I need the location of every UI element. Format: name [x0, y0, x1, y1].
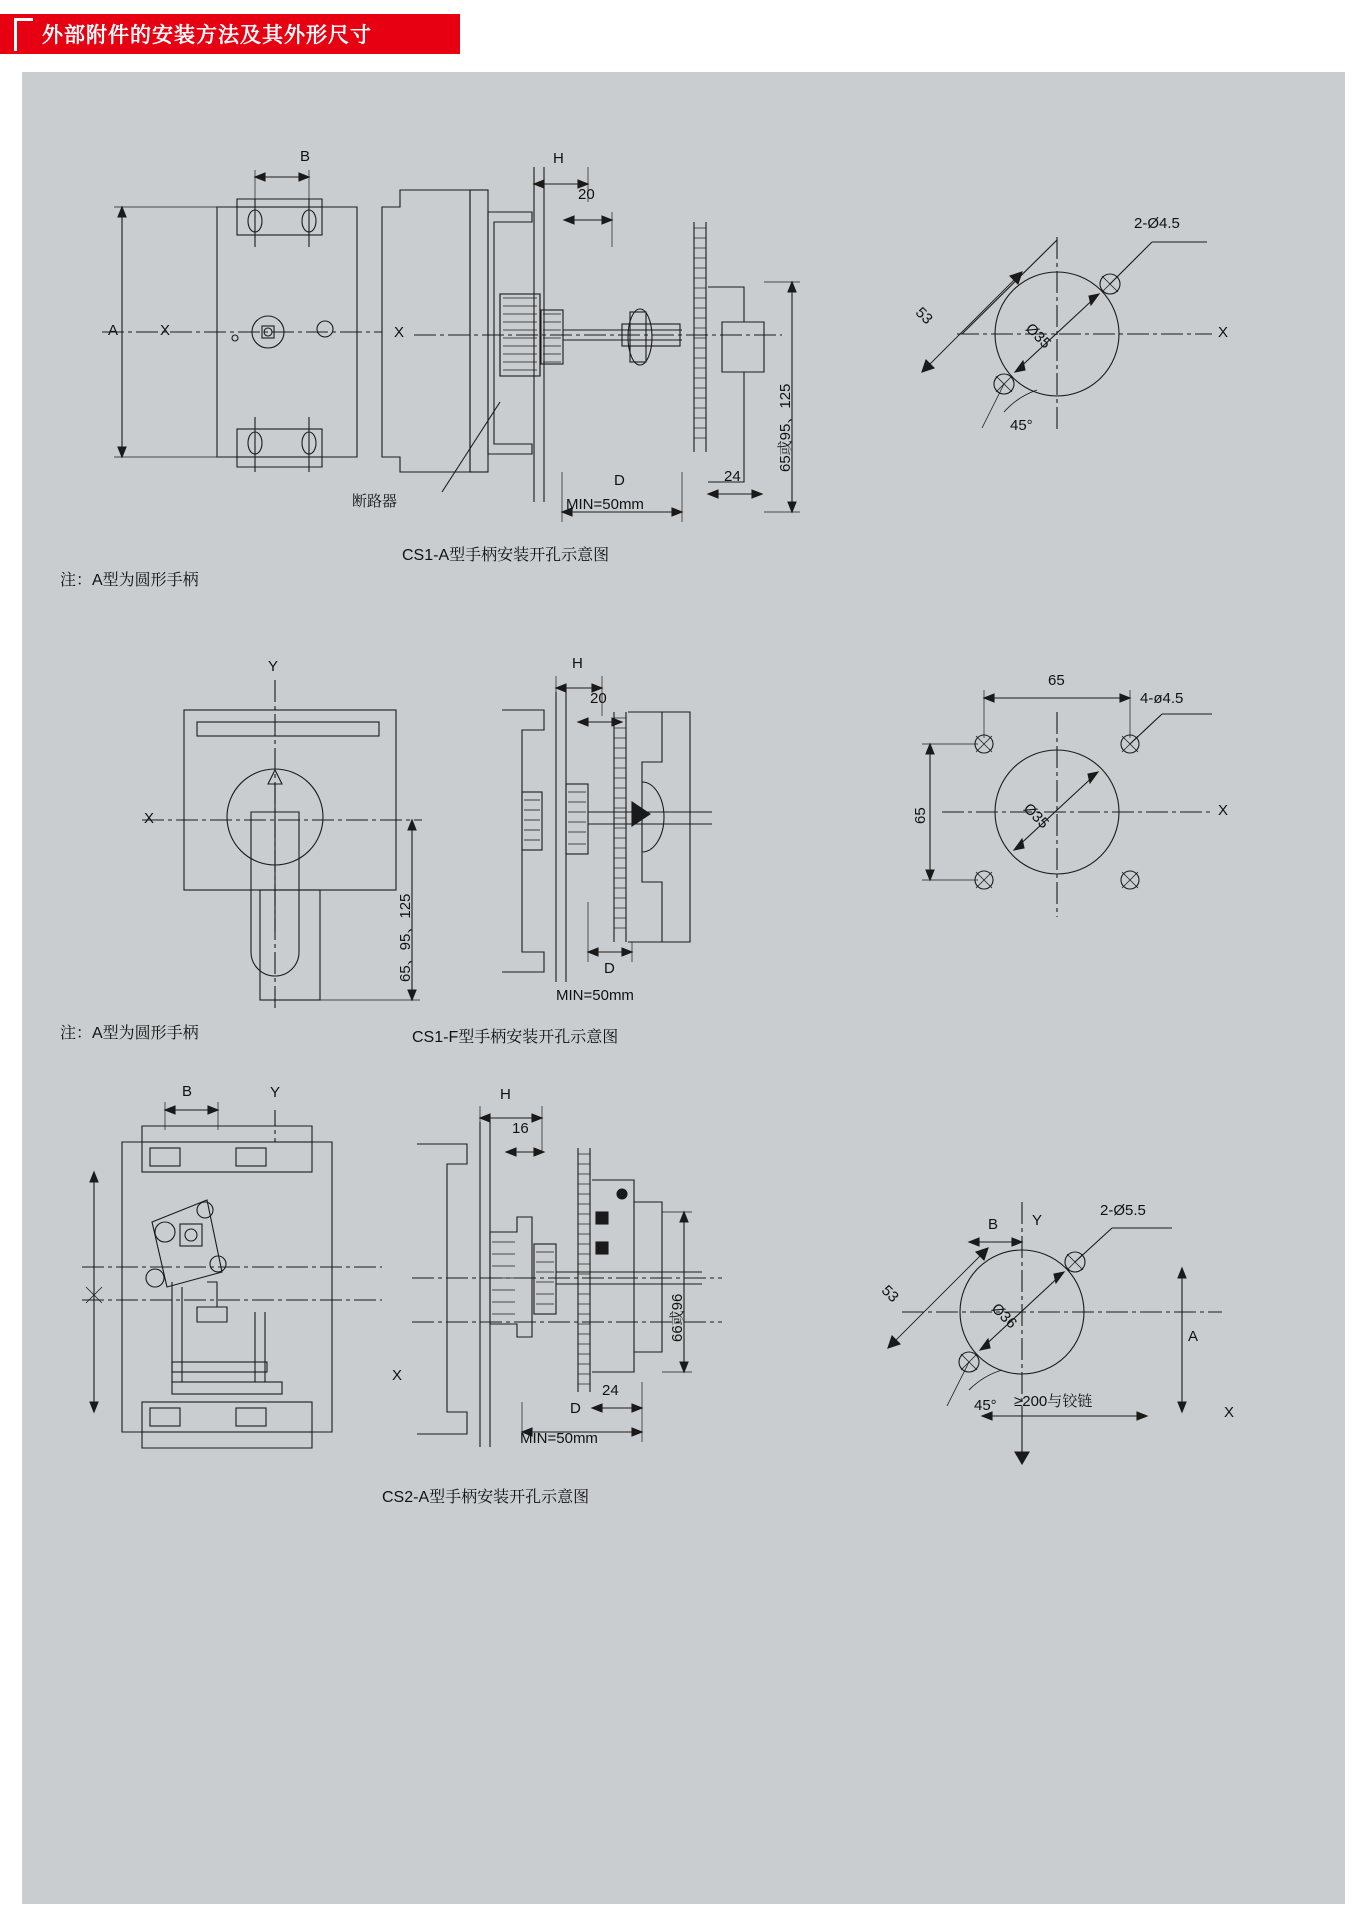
flag-icon: [14, 18, 33, 51]
label-h: H: [553, 150, 564, 167]
label-height-65: 65: [912, 807, 929, 824]
label-a-right: A: [1188, 1328, 1199, 1345]
label-min: MIN=50mm: [520, 1430, 598, 1447]
label-h: H: [500, 1086, 511, 1103]
label-x-left: X: [144, 810, 155, 827]
label-16: 16: [512, 1120, 529, 1137]
figure-cs1-f: [22, 652, 1345, 1072]
drawing-panel: [22, 72, 1345, 1904]
note-cs1-a: 注：A型为圆形手柄: [60, 572, 199, 589]
label-hole-qty: 2-Ø4.5: [1134, 215, 1180, 232]
caption-cs2-a: CS2-A型手柄安装开孔示意图: [382, 1489, 590, 1506]
label-53: 53: [911, 304, 936, 328]
label-hole-qty: 2-Ø5.5: [1100, 1202, 1146, 1219]
page-title: 外部附件的安装方法及其外形尺寸: [42, 24, 372, 47]
label-min: MIN=50mm: [556, 987, 634, 1004]
label-b: B: [182, 1083, 193, 1100]
label-x-right: X: [1218, 802, 1229, 819]
label-width-65: 65: [1048, 672, 1065, 689]
label-x-right: X: [1218, 324, 1229, 341]
label-y-top: Y: [1032, 1212, 1043, 1229]
label-a: A: [108, 322, 119, 339]
page-header-banner: [0, 14, 460, 54]
label-d: D: [604, 960, 615, 977]
label-45deg: 45°: [974, 1397, 997, 1414]
label-height: 65、95、125: [397, 893, 414, 982]
label-x-mid: X: [394, 324, 405, 341]
label-b: B: [300, 148, 311, 165]
figure-cs1-a: [22, 72, 1345, 632]
label-hole-qty: 4-ø4.5: [1140, 690, 1184, 707]
label-breaker: 断路器: [352, 493, 398, 510]
label-x-left: X: [160, 322, 171, 339]
caption-cs1-f: CS1-F型手柄安装开孔示意图: [412, 1029, 619, 1046]
label-height: 65或95、125: [777, 383, 794, 472]
label-20: 20: [590, 690, 607, 707]
figure-cs2-a: [22, 1082, 1345, 1532]
label-y: Y: [268, 658, 279, 675]
label-d: D: [570, 1400, 581, 1417]
label-x-mid: X: [392, 1367, 403, 1384]
label-x-right: X: [1224, 1404, 1235, 1421]
caption-cs1-a: CS1-A型手柄安装开孔示意图: [402, 547, 610, 564]
label-45deg: 45°: [1010, 417, 1033, 434]
note-cs1-f: 注：A型为圆形手柄: [60, 1025, 199, 1042]
label-y: Y: [270, 1084, 281, 1101]
label-dia35: Ø35: [1019, 800, 1053, 833]
label-d: D: [614, 472, 625, 489]
label-24: 24: [724, 468, 741, 485]
label-hinge: ≥200与铰链: [1014, 1393, 1093, 1410]
label-24: 24: [602, 1382, 619, 1399]
label-dia35: Ø35: [1021, 320, 1055, 353]
label-20: 20: [578, 186, 595, 203]
label-dia36: Ø36: [987, 1300, 1021, 1333]
label-min: MIN=50mm: [566, 496, 644, 513]
label-53: 53: [877, 1282, 902, 1306]
label-h: H: [572, 655, 583, 672]
label-height: 66或96: [669, 1293, 686, 1342]
label-b-top: B: [988, 1216, 999, 1233]
